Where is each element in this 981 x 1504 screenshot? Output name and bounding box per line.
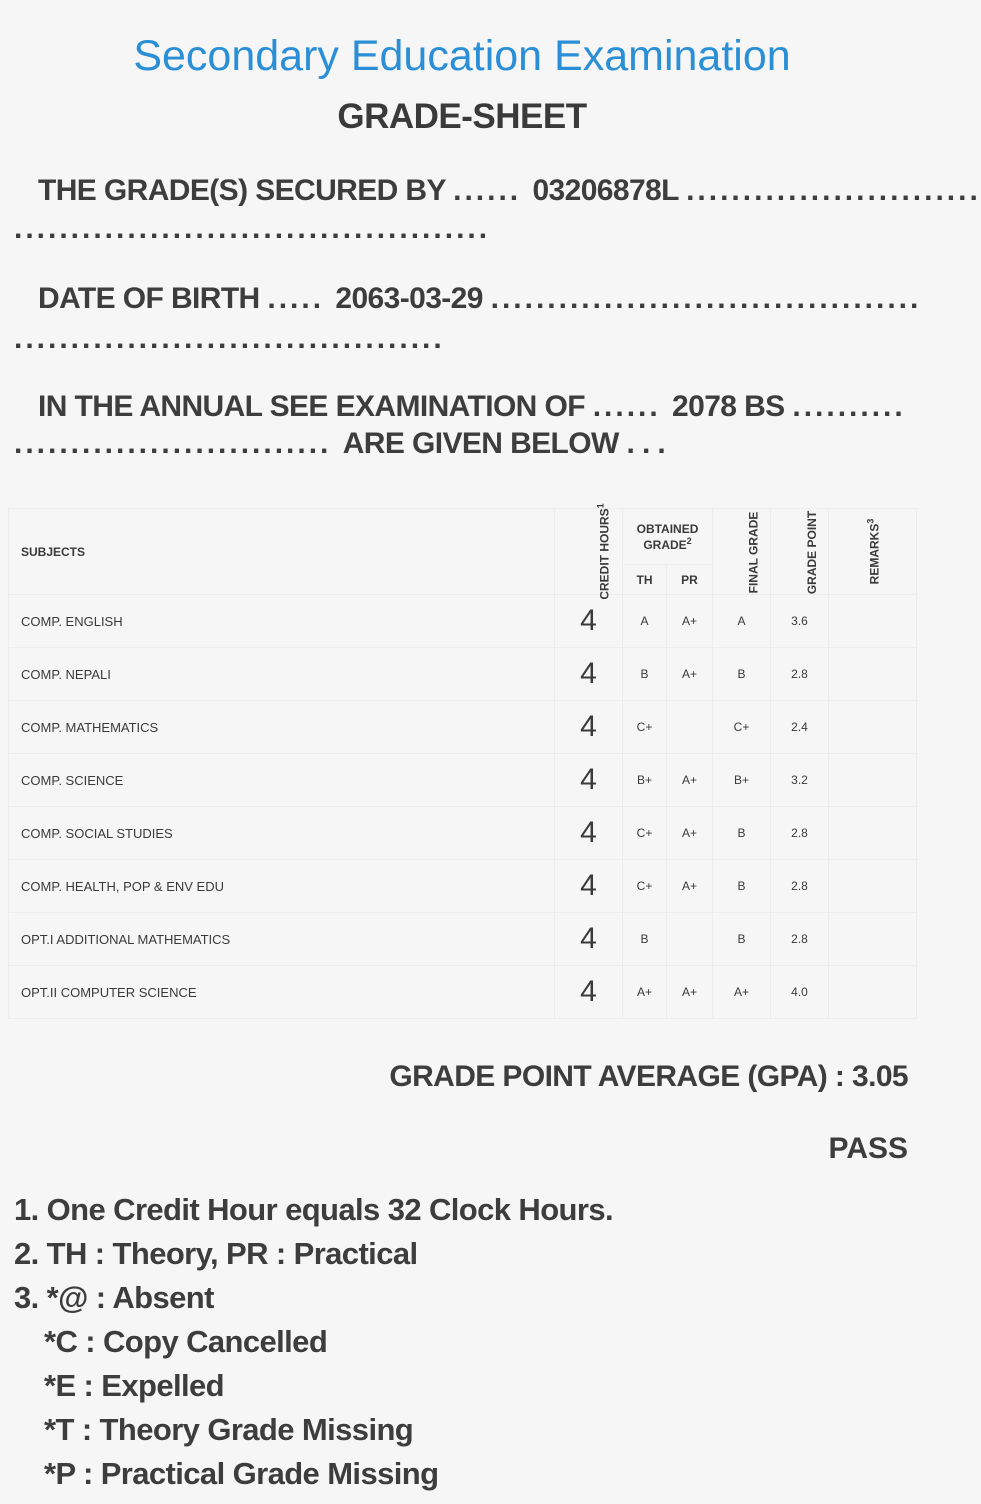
table-row bbox=[9, 648, 917, 701]
pr-grade-cell: A+ bbox=[667, 807, 713, 860]
credit-cell: 4 bbox=[555, 648, 623, 701]
gpa-text: GRADE POINT AVERAGE (GPA) : 3.05 bbox=[389, 1060, 908, 1093]
footnote: 3. *@ : Absent bbox=[14, 1280, 214, 1315]
pr-grade-cell bbox=[667, 913, 713, 966]
th-grade-cell: B bbox=[623, 648, 667, 701]
dob-line: DATE OF BIRTH ..... 2063-03-29 ...................................... bbox=[38, 282, 922, 315]
table-row bbox=[9, 807, 917, 860]
subject-cell: COMP. MATHEMATICS bbox=[9, 701, 555, 754]
th-grade-cell: A bbox=[623, 595, 667, 648]
secured-by-label: THE GRADE(S) SECURED BY bbox=[38, 174, 446, 207]
subject-cell: COMP. ENGLISH bbox=[9, 595, 555, 648]
header-credit-hours: CREDIT HOURS$^1$ bbox=[555, 509, 623, 595]
final-grade-cell: A+ bbox=[713, 966, 771, 1019]
symbol-number: 03206878L bbox=[532, 174, 679, 207]
final-grade-cell: C+ bbox=[713, 701, 771, 754]
table-row bbox=[9, 595, 917, 648]
dob-value: 2063-03-29 bbox=[335, 282, 483, 315]
header-th: TH bbox=[623, 565, 667, 595]
footnote: *T : Theory Grade Missing bbox=[44, 1412, 414, 1447]
th-grade-cell: C+ bbox=[623, 860, 667, 913]
final-grade-cell: A bbox=[713, 595, 771, 648]
header-remarks: REMARKS$^3$ bbox=[829, 509, 917, 595]
footnote: *E : Expelled bbox=[44, 1368, 224, 1403]
subject-cell: COMP. NEPALI bbox=[9, 648, 555, 701]
th-grade-cell: B bbox=[623, 913, 667, 966]
table-row bbox=[9, 754, 917, 807]
footnotes bbox=[14, 1188, 613, 1496]
subject-cell: COMP. SOCIAL STUDIES bbox=[9, 807, 555, 860]
th-grade-cell: A+ bbox=[623, 966, 667, 1019]
th-grade-cell: C+ bbox=[623, 701, 667, 754]
credit-cell: 4 bbox=[555, 913, 623, 966]
header-obtained-grade: OBTAINED GRADE$^2$ bbox=[623, 509, 713, 565]
credit-cell: 4 bbox=[555, 966, 623, 1019]
pr-grade-cell: A+ bbox=[667, 754, 713, 807]
th-grade-cell: C+ bbox=[623, 807, 667, 860]
final-grade-cell: B bbox=[713, 860, 771, 913]
grade-point-cell: 3.2 bbox=[771, 754, 829, 807]
credit-cell: 4 bbox=[555, 754, 623, 807]
final-grade-cell: B+ bbox=[713, 754, 771, 807]
pr-grade-cell: A+ bbox=[667, 860, 713, 913]
exam-title: Secondary Education Examination bbox=[133, 32, 791, 80]
credit-cell: 4 bbox=[555, 701, 623, 754]
pr-grade-cell: A+ bbox=[667, 966, 713, 1019]
dot-filler: .......................................... bbox=[14, 212, 491, 245]
subject-cell: OPT.II COMPUTER SCIENCE bbox=[9, 966, 555, 1019]
remarks-cell bbox=[829, 807, 917, 860]
exam-year: 2078 BS bbox=[672, 390, 785, 423]
subject-cell: COMP. SCIENCE bbox=[9, 754, 555, 807]
table-row bbox=[9, 966, 917, 1019]
dob-label: DATE OF BIRTH bbox=[38, 282, 260, 315]
grade-point-cell: 3.6 bbox=[771, 595, 829, 648]
exam-line: IN THE ANNUAL SEE EXAMINATION OF ...... 2078 BS .......... bbox=[38, 390, 906, 423]
remarks-cell bbox=[829, 701, 917, 754]
grade-point-cell: 2.8 bbox=[771, 860, 829, 913]
grade-point-cell: 2.8 bbox=[771, 648, 829, 701]
table-row bbox=[9, 701, 917, 754]
footnote: 2. TH : Theory, PR : Practical bbox=[14, 1236, 418, 1271]
dot-filler: ...................................... bbox=[14, 322, 445, 355]
remarks-cell bbox=[829, 595, 917, 648]
exam-label: IN THE ANNUAL SEE EXAMINATION OF bbox=[38, 390, 585, 423]
grade-point-cell: 2.8 bbox=[771, 807, 829, 860]
pr-grade-cell: A+ bbox=[667, 595, 713, 648]
pr-grade-cell bbox=[667, 701, 713, 754]
header-subjects: SUBJECTS bbox=[9, 509, 555, 595]
th-grade-cell: B+ bbox=[623, 754, 667, 807]
footnote: *P : Practical Grade Missing bbox=[44, 1456, 439, 1491]
final-grade-cell: B bbox=[713, 807, 771, 860]
sheet-title: GRADE-SHEET bbox=[337, 97, 587, 136]
subject-cell: OPT.I ADDITIONAL MATHEMATICS bbox=[9, 913, 555, 966]
final-grade-cell: B bbox=[713, 648, 771, 701]
secured-by-line: THE GRADE(S) SECURED BY ...... 03206878L .......................... bbox=[38, 174, 981, 207]
pr-grade-cell: A+ bbox=[667, 648, 713, 701]
table-row bbox=[9, 860, 917, 913]
header-pr: PR bbox=[667, 565, 713, 595]
credit-cell: 4 bbox=[555, 807, 623, 860]
credit-cell: 4 bbox=[555, 595, 623, 648]
grade-point-cell: 2.4 bbox=[771, 701, 829, 754]
remarks-cell bbox=[829, 860, 917, 913]
result-status: PASS bbox=[828, 1132, 908, 1165]
subject-cell: COMP. HEALTH, POP & ENV EDU bbox=[9, 860, 555, 913]
credit-cell: 4 bbox=[555, 860, 623, 913]
header-final-grade: FINAL GRADE bbox=[713, 509, 771, 595]
footnote: 1. One Credit Hour equals 32 Clock Hours. bbox=[14, 1192, 614, 1227]
final-grade-cell: B bbox=[713, 913, 771, 966]
grades-table bbox=[8, 503, 917, 1019]
remarks-cell bbox=[829, 648, 917, 701]
remarks-cell bbox=[829, 913, 917, 966]
footnote: *C : Copy Cancelled bbox=[44, 1324, 328, 1359]
grade-point-cell: 4.0 bbox=[771, 966, 829, 1019]
given-below-text: ARE GIVEN BELOW . . . bbox=[342, 427, 666, 460]
grade-point-cell: 2.8 bbox=[771, 913, 829, 966]
table-row bbox=[9, 913, 917, 966]
remarks-cell bbox=[829, 966, 917, 1019]
given-below-line: ............................ ARE GIVEN BELOW . . . bbox=[14, 427, 666, 460]
remarks-cell bbox=[829, 754, 917, 807]
header-grade-point: GRADE POINT bbox=[771, 509, 829, 595]
